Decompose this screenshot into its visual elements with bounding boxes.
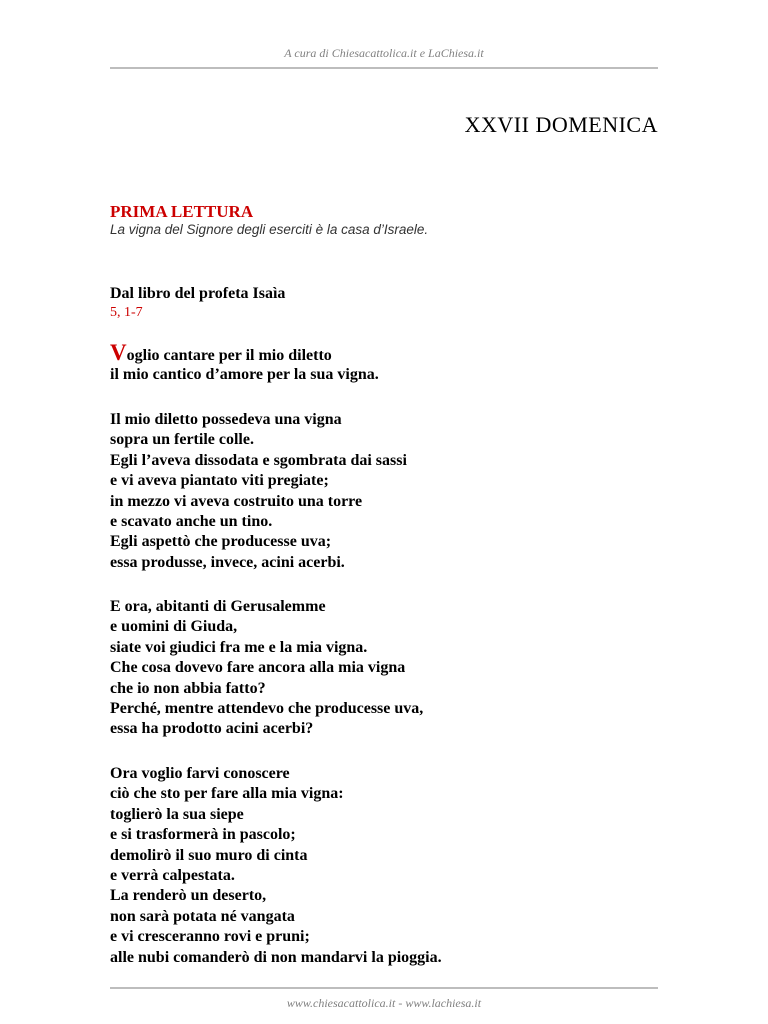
poem-line: il mio cantico d’amore per la sua vigna. <box>110 366 379 384</box>
poem-line-text: oglio cantare per il mio diletto <box>126 347 332 364</box>
stanza-3 <box>110 597 658 740</box>
poem-line: che io non abbia fatto? <box>110 679 266 697</box>
section-heading: PRIMA LETTURA <box>110 202 254 221</box>
footer-divider <box>110 987 658 989</box>
poem-line: La renderò un deserto, <box>110 887 267 905</box>
scripture-reference: 5, 1-7 <box>110 305 143 320</box>
poem-line <box>110 340 658 365</box>
poem-line: demolirò il suo muro di cinta <box>110 846 308 864</box>
page-title: XXVII DOMENICA <box>464 112 658 137</box>
poem-line: Il mio diletto possedeva una vigna <box>110 411 342 428</box>
poem-line: e scavato anche un tino. <box>110 512 273 530</box>
reading-subtitle: La vigna del Signore degli eserciti è la casa d’Israele. <box>110 222 429 237</box>
page-header-credit: A cura di Chiesacattolica.it e LaChiesa.it <box>284 46 484 60</box>
poem-line: e verrà calpestata. <box>110 866 235 884</box>
reading-source: Dal libro del profeta Isaìa <box>110 285 286 302</box>
poem-line: e vi cresceranno rovi e pruni; <box>110 928 310 946</box>
poem-line: e si trasformerà in pascolo; <box>110 826 296 844</box>
poem-line: alle nubi comanderò di non mandarvi la pioggia. <box>110 948 442 966</box>
stanza-1 <box>110 340 658 386</box>
poem-line: Che cosa dovevo fare ancora alla mia vigna <box>110 659 406 677</box>
poem-line: in mezzo vi aveva costruito una torre <box>110 492 363 510</box>
poem-line: non sarà potata né vangata <box>110 907 295 925</box>
poem-line: siate voi giudici fra me e la mia vigna. <box>110 638 368 656</box>
poem-line: essa produsse, invece, acini acerbi. <box>110 553 345 571</box>
stanza-4 <box>110 764 658 968</box>
poem-line: Egli l’aveva dissodata e sgombrata dai sassi <box>110 451 407 469</box>
poem-line: sopra un fertile colle. <box>110 431 254 449</box>
poem-line: toglierò la sua siepe <box>110 805 244 823</box>
page-footer-links: www.chiesacattolica.it - www.lachiesa.it <box>286 996 482 1010</box>
poem-line: e uomini di Giuda, <box>110 618 238 636</box>
poem-line: essa ha prodotto acini acerbi? <box>110 720 314 738</box>
poem-line: Ora voglio farvi conoscere <box>110 765 290 782</box>
poem-line: E ora, abitanti di Gerusalemme <box>110 598 326 615</box>
poem-line: e vi aveva piantato viti pregiate; <box>110 472 329 490</box>
header-divider <box>110 67 658 69</box>
drop-cap: V <box>110 340 127 365</box>
poem-line: Egli aspettò che producesse uva; <box>110 533 332 551</box>
poem-line: ciò che sto per fare alla mia vigna: <box>110 785 344 803</box>
poem-line: Perché, mentre attendevo che producesse uva, <box>110 699 424 717</box>
stanza-2 <box>110 410 658 573</box>
